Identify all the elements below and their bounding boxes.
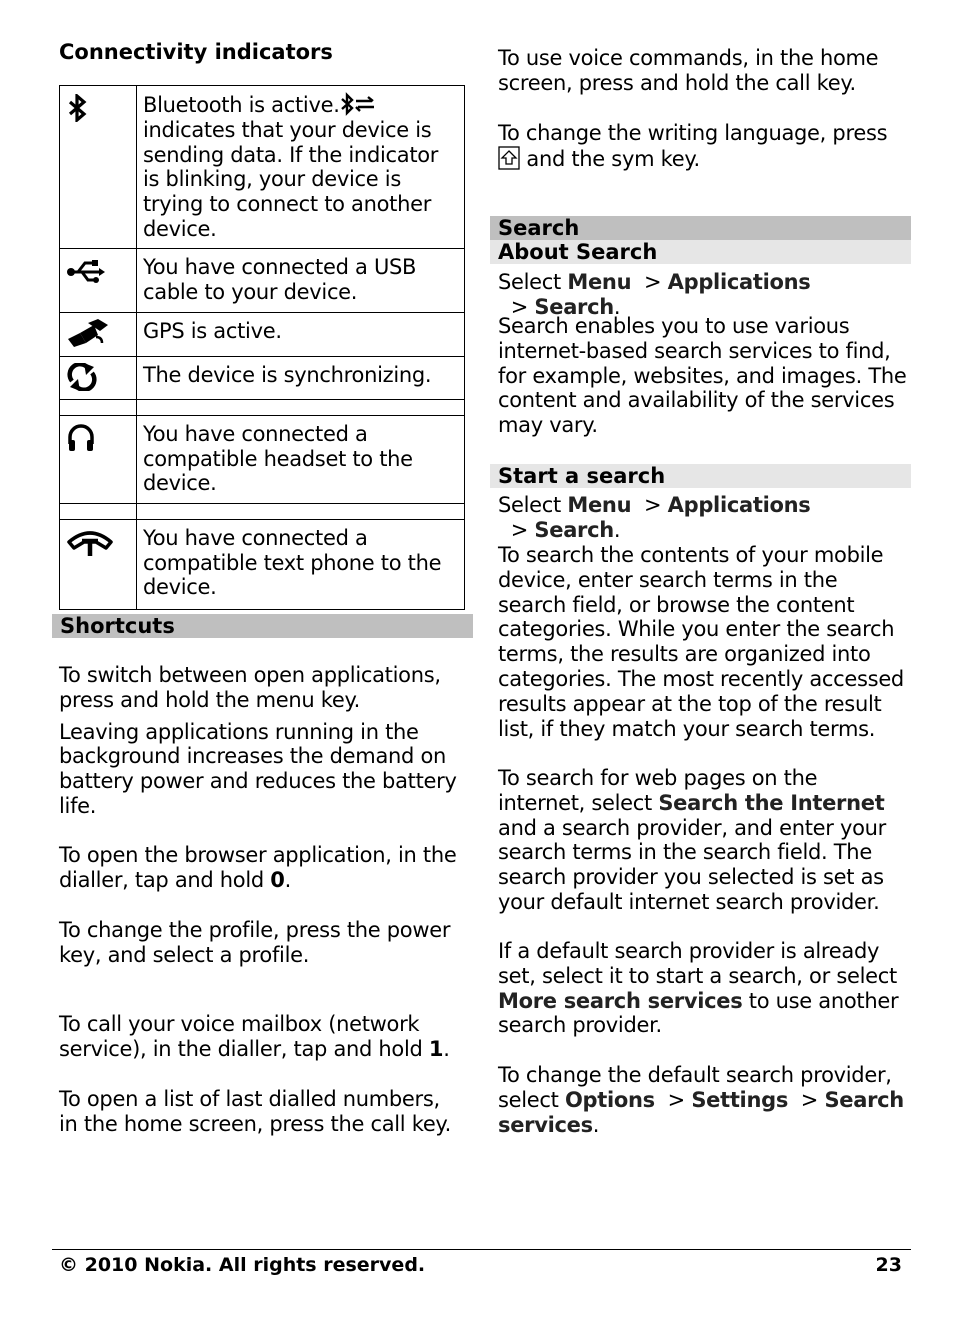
indicator-text: You have connected a compatible text phone to the device. [137,519,465,609]
shortcut-paragraph: To open a list of last dialled numbers, in the home screen, press the call key. [59,1087,451,1136]
headset-icon [66,424,96,452]
search-heading: Search [490,216,911,240]
table-row [60,312,465,356]
search-paragraph: To search the contents of your mobile device, enter search terms in the search field, or browse the content categories. While you enter the search terms, the results are organized into categories. The most recently accessed results appear at the top of the result list, if they match your search terms. [498,543,904,741]
table-row [60,399,465,415]
menu-link: Menu [567,270,632,294]
text-phone-icon [66,528,114,558]
about-search-heading: About Search [490,240,911,264]
shortcut-paragraph: To open the browser application, in the dialler, tap and hold 0. [59,843,457,892]
bluetooth-icon [66,94,92,122]
voice-commands-paragraph: To use voice commands, in the home screen, press and hold the call key. [498,46,879,95]
shortcut-paragraph: To switch between open applications, press and hold the menu key. [59,663,441,712]
table-row [60,503,465,519]
connectivity-title: Connectivity indicators [59,40,333,64]
search-services-link: Search services [498,1087,904,1137]
search-paragraph: To change the default search provider, select Options > Settings > Search services. [498,1063,904,1137]
key-one: 1 [428,1036,444,1061]
menu-link: Menu [567,493,632,517]
indicator-text: The device is synchronizing. [137,356,465,399]
gps-icon [66,319,110,347]
indicator-text: Bluetooth is active. [143,93,340,117]
menu-path: Select Menu > Applications > Search. [498,493,811,542]
indicator-text: GPS is active. [137,312,465,356]
indicator-text: You have connected a compatible headset to the device. [137,415,465,503]
indicator-text: You have connected a USB cable to your device. [137,248,465,312]
page-number: 23 [875,1254,902,1276]
search-link: Search [534,294,614,319]
indicator-table [59,85,465,610]
table-row [60,248,465,312]
shortcut-paragraph: Leaving applications running in the background increases the demand on battery power and reduces the battery life. [59,719,457,818]
table-row [60,519,465,609]
table-row [60,86,465,249]
search-paragraph: If a default search provider is already set, select it to start a search, or select More search services to use another search provider. [498,939,899,1038]
menu-path: Select Menu > Applications > Search. [498,270,811,319]
copyright: © 2010 Nokia. All rights reserved. [59,1254,426,1276]
start-search-heading: Start a search [490,464,911,488]
table-row [60,356,465,399]
shift-key-icon [498,146,520,170]
shortcut-paragraph: To change the profile, press the power key, and select a profile. [59,918,451,967]
bluetooth-transfer-icon [340,92,376,116]
applications-link: Applications [667,270,811,294]
writing-language-paragraph: To change the writing language, press and the sym key. [498,121,888,171]
table-row [60,415,465,503]
shortcut-paragraph: To call your voice mailbox (network service), in the dialler, tap and hold 1. [59,1012,450,1061]
applications-link: Applications [667,493,811,517]
key-zero: 0 [270,867,285,892]
settings-link: Settings [691,1087,789,1112]
footer-divider [52,1249,911,1250]
indicator-text: indicates that your device is sending data. If the indicator is blinking, your device is trying to connect to another device. [143,117,439,241]
sync-icon [66,363,98,391]
usb-icon [66,257,106,287]
options-link: Options [564,1087,655,1112]
more-search-services-option: More search services [498,988,743,1013]
search-description: Search enables you to use various internet-based search services to find, for example, websites, and images. The content and availability of the services may vary. [498,314,907,438]
search-link: Search [534,517,614,542]
search-paragraph: To search for web pages on the internet, select Search the Internet and a search provider, and enter your search terms in the search field. The search provider you selected is set as your default internet search provider. [498,766,887,914]
search-internet-option: Search the Internet [658,790,885,815]
shortcuts-heading: Shortcuts [52,614,473,638]
